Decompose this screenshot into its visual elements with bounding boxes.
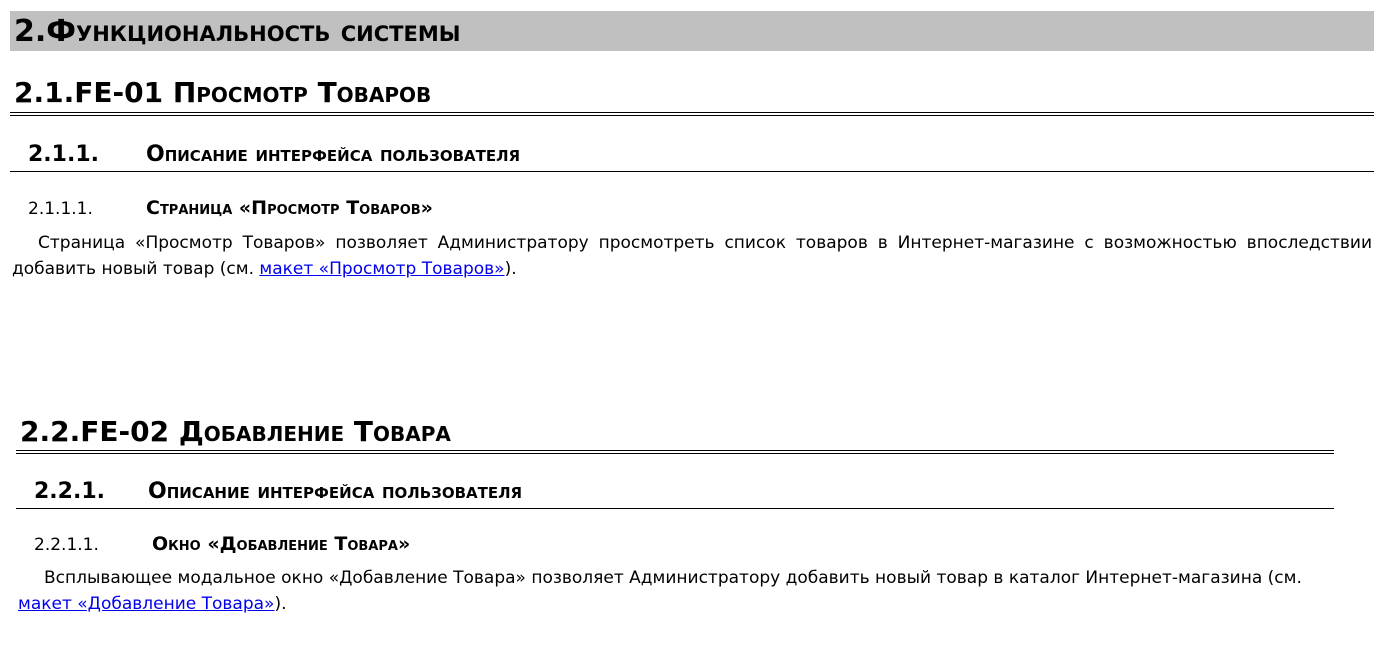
subsection-number: 2.2.1. [34, 479, 105, 504]
feature-title: FE-02 Добавление Товара [80, 415, 451, 448]
section-number: 2. [14, 14, 47, 49]
paragraph-text-end: ). [274, 594, 287, 614]
mockup-link-view-products[interactable]: макет «Просмотр Товаров» [259, 259, 505, 279]
paragraph-text: Всплывающее модальное окно «Добавление Товара» позволяет Администратору добавить новый товар в каталог Интернет-магазина (см. [44, 568, 1302, 588]
feature-heading-fe-01 [10, 73, 1374, 116]
item-heading-2-2-1-1 [34, 532, 410, 557]
item-title: Страница «Просмотр Товаров» [146, 197, 433, 219]
item-heading-2-1-1-1 [28, 196, 433, 221]
subsection-heading-2-2-1 [16, 477, 1334, 509]
section-heading [10, 11, 1374, 51]
feature-number: 2.2. [20, 415, 81, 448]
feature-heading-fe-02 [16, 412, 1334, 454]
description-paragraph-fe-02 [18, 565, 1338, 617]
section-title: Функциональность системы [46, 14, 461, 49]
feature-title: FE-01 Просмотр Товаров [74, 76, 432, 109]
description-paragraph-fe-01 [12, 230, 1372, 282]
mockup-link-add-product[interactable]: макет «Добавление Товара» [18, 594, 275, 614]
subsection-title: Описание интерфейса пользователя [146, 142, 521, 167]
subsection-title: Описание интерфейса пользователя [148, 479, 523, 504]
item-title: Окно «Добавление Товара» [152, 533, 411, 555]
paragraph-text: Страница «Просмотр Товаров» позволяет Администратору просмотреть список товаров в Интернет-магазине с возможностью впоследствии добавить новый товар (см. [12, 233, 1372, 279]
subsection-number: 2.1.1. [28, 142, 99, 167]
item-number: 2.1.1.1. [28, 199, 93, 219]
item-number: 2.2.1.1. [34, 535, 99, 555]
paragraph-text-end: ). [504, 259, 517, 279]
subsection-heading-2-1-1 [10, 140, 1374, 172]
feature-number: 2.1. [14, 76, 75, 109]
